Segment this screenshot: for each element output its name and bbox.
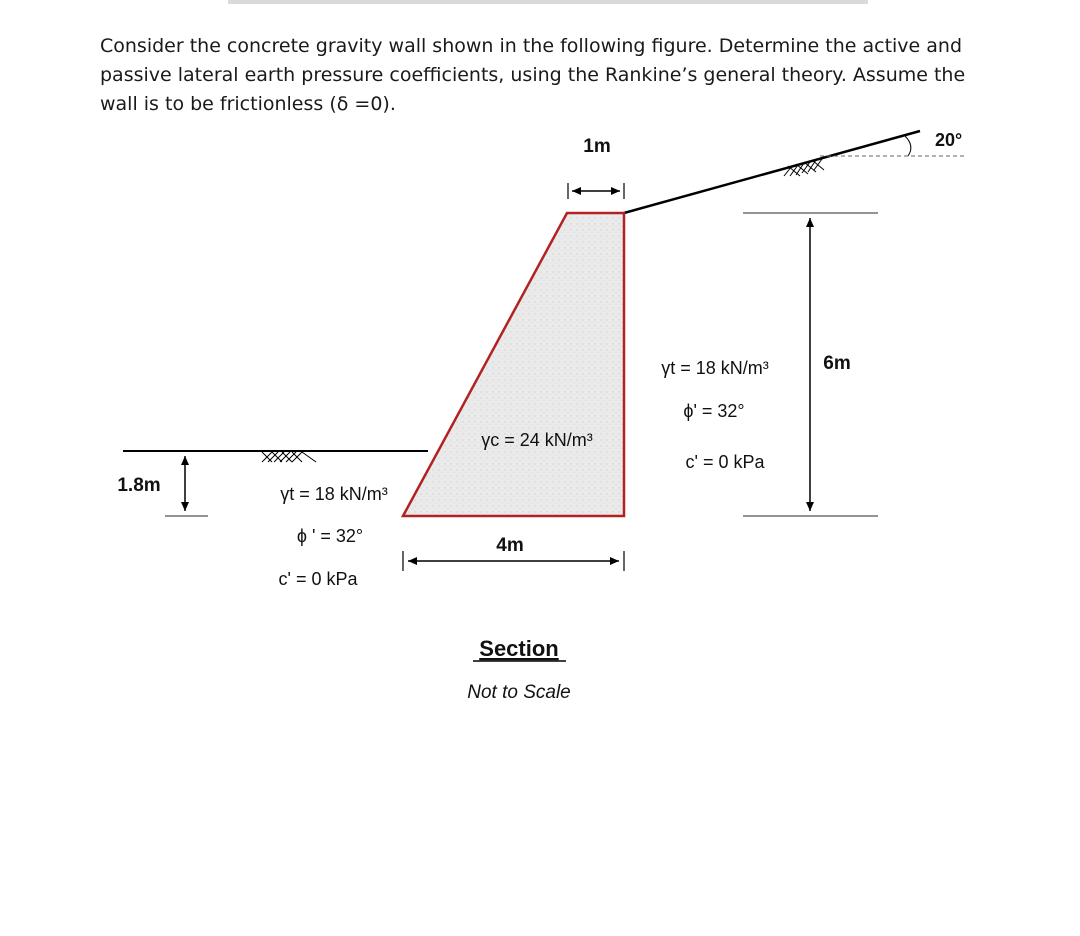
backfill-slope-line [624,131,920,213]
top-width-label: 1m [583,136,611,157]
front-unit-weight: γt = 18 kN/m³ [280,484,388,504]
base-width-label: 4m [496,535,524,556]
concrete-unit-weight: γc = 24 kN/m³ [481,430,593,450]
problem-line-2: passive lateral earth pressure coefficients, using the Rankine’s general theory. Assume the [100,64,966,86]
problem-line-3: wall is to be frictionless (δ =0). [100,93,396,115]
caption-note: Not to Scale [467,682,571,703]
slope-hatch [784,159,824,176]
height-label: 6m [823,353,851,374]
backfill-unit-weight: γt = 18 kN/m³ [661,358,769,378]
caption-title: Section [479,636,559,661]
backfill-cohesion: c' = 0 kPa [685,452,765,472]
slope-angle-arc [905,136,911,156]
front-friction-angle: ϕ ' = 32° [296,526,364,546]
front-cohesion: c' = 0 kPa [278,569,358,589]
problem-line-1: Consider the concrete gravity wall shown in the following figure. Determine the active and [100,35,963,57]
slope-angle-label: 20° [935,130,963,150]
concrete-wall [403,213,624,516]
backfill-friction-angle: ϕ' = 32° [683,401,745,421]
embed-label: 1.8m [117,475,161,496]
front-ground-hatch [262,452,316,462]
